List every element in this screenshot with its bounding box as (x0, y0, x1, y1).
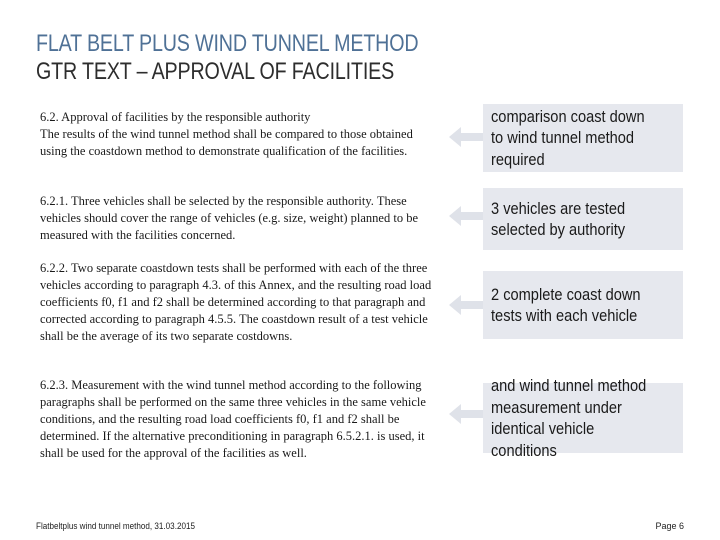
callout-text: comparison coast down to wind tunnel method required (491, 106, 645, 169)
footer-source: Flatbeltplus wind tunnel method, 31.03.2015 (36, 521, 195, 531)
callout-box (483, 271, 683, 339)
callout-text: 2 complete coast down tests with each vehicle (491, 284, 641, 325)
section-text-6-2: 6.2. Approval of facilities by the responsible authority The results of the wind tunnel method shall be compared to those obtained using the coastdown method to demonstrate qualification of the facilities. (40, 110, 413, 158)
section-text-6-2-2: 6.2.2. Two separate coastdown tests shall be performed with each of the three vehicles according to paragraph 4.3. of this Annex, and the resulting road load coefficients f0, f1 and f2 shall be determined according to that paragraph and corrected according to paragraph 4.5.5. The coastdown result of a test vehicle shall be the average of its two separate costdowns. (40, 261, 432, 343)
callout-box (483, 104, 683, 172)
page-number: Page 6 (655, 521, 684, 531)
title-line-1: FLAT BELT PLUS WIND TUNNEL METHOD (36, 30, 419, 57)
callout-text: 3 vehicles are tested selected by authority (491, 198, 626, 239)
slide-title (36, 30, 418, 86)
section-text-6-2-3: 6.2.3. Measurement with the wind tunnel method according to the following paragraphs shall be performed on the same three vehicles in the same vehicle conditions, and the resulting road load coefficients f0, f1 and f2 shall be determined. If the alternative preconditioning in paragraph 6.5.2.1. is used, it shall be used for the approval of the facilities as well. (40, 378, 426, 460)
callout-text: and wind tunnel method measurement under identical vehicle conditions (491, 376, 647, 460)
section-text-6-2-1: 6.2.1. Three vehicles shall be selected by the responsible authority. These vehicles should cover the range of vehicles (e.g. size, weight) planned to be measured with the facilities concerned. (40, 194, 418, 242)
callout-box (483, 188, 683, 250)
title-line-2: GTR TEXT – APPROVAL OF FACILITIES (36, 58, 395, 85)
callout-box (483, 376, 683, 460)
